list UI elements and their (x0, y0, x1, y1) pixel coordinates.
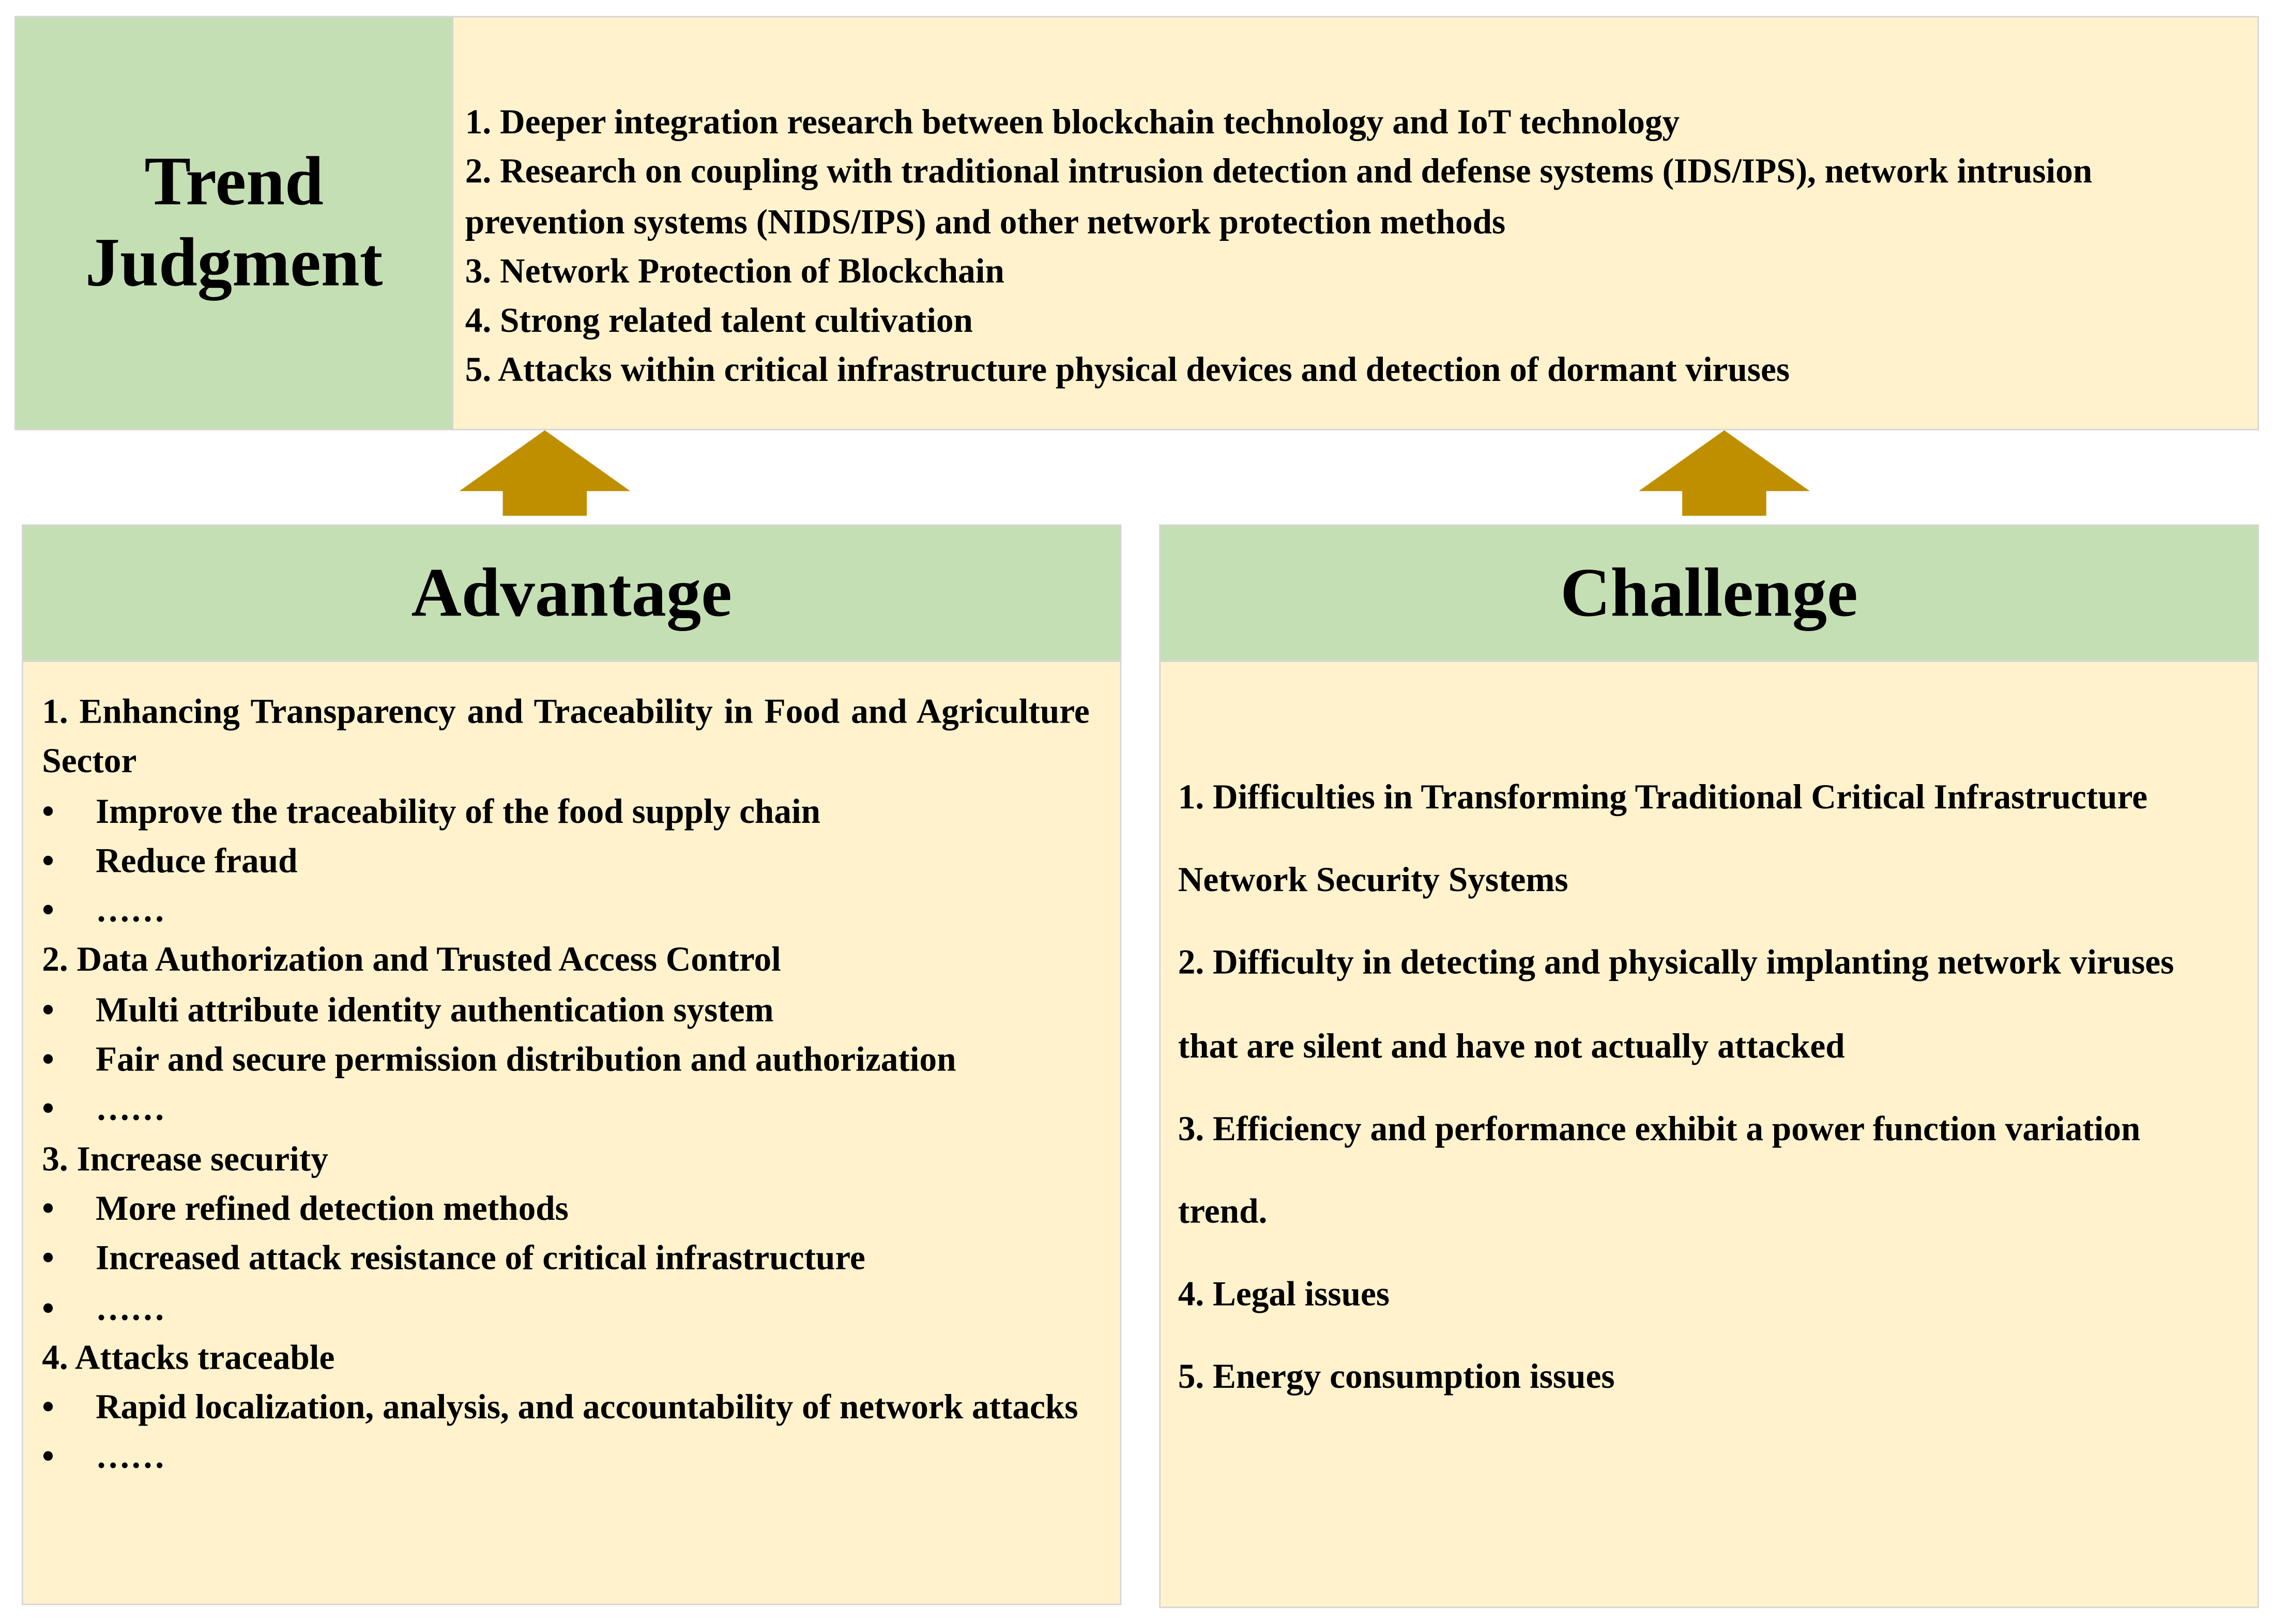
challenge-item: 5. Energy consumption issues (1178, 1359, 1615, 1398)
trend-judgment-title-box (14, 16, 453, 431)
trend-item: 1. Deeper integration research between blockchain technology and IoT technology (465, 104, 1680, 142)
up-arrow-icon-left (460, 430, 631, 517)
trend-title-line1: Trend (144, 143, 324, 221)
trend-item: 4. Strong related talent cultivation (465, 303, 973, 341)
challenge-title: Challenge (1560, 554, 1858, 631)
trend-title-line2: Judgment (85, 224, 383, 302)
advantage-heading: 3. Increase security (42, 1141, 328, 1179)
advantage-bullet: • …… (42, 1085, 1089, 1135)
trend-item: 5. Attacks within critical infrastructure physical devices and detection of dormant viruses (465, 353, 1790, 391)
trend-judgment-title (85, 142, 383, 304)
advantage-title: Advantage (411, 554, 732, 631)
advantage-bullet: • …… (42, 887, 1089, 937)
challenge-item: 3. Efficiency and performance exhibit a power function variation trend. (1178, 1111, 2141, 1232)
advantage-bullet: • Rapid localization, analysis, and accountability of network attacks (42, 1384, 1089, 1433)
advantage-header (22, 525, 1121, 662)
challenge-header (1159, 525, 2259, 662)
trend-item: 3. Network Protection of Blockchain (465, 253, 1004, 292)
advantage-heading: 4. Attacks traceable (42, 1340, 335, 1378)
challenge-item: 4. Legal issues (1178, 1276, 1390, 1314)
up-arrow-icon-right (1639, 430, 1810, 517)
advantage-bullet: • More refined detection methods (42, 1185, 1089, 1235)
advantage-bullet: • Improve the traceability of the food supply chain (42, 788, 1089, 837)
trend-item: 2. Research on coupling with traditional intrusion detection and defense systems (IDS/IPS), network intrusion prevention systems (NIDS/IPS) and other network protection methods (465, 154, 2093, 241)
advantage-heading: 2. Data Authorization and Trusted Access Control (42, 942, 781, 980)
challenge-item: 1. Difficulties in Transforming Traditional Critical Infrastructure Network Security Systems (1178, 779, 2148, 900)
advantage-bullet: • …… (42, 1433, 1089, 1483)
advantage-bullet: • …… (42, 1284, 1089, 1334)
advantage-bullet: • Multi attribute identity authentication system (42, 986, 1089, 1036)
advantage-bullet: • Increased attack resistance of critical infrastructure (42, 1235, 1089, 1284)
challenge-body (1159, 661, 2259, 1608)
challenge-item: 2. Difficulty in detecting and physically implanting network viruses that are silent and have not actually attacked (1178, 945, 2174, 1066)
advantage-bullet: • Fair and secure permission distribution and authorization (42, 1036, 1089, 1085)
advantage-heading: 1. Enhancing Transparency and Traceability in Food and Agriculture Sector (42, 694, 1090, 782)
advantage-body (22, 661, 1121, 1605)
advantage-bullet: • Reduce fraud (42, 837, 1089, 887)
trend-judgment-list (452, 16, 2259, 431)
